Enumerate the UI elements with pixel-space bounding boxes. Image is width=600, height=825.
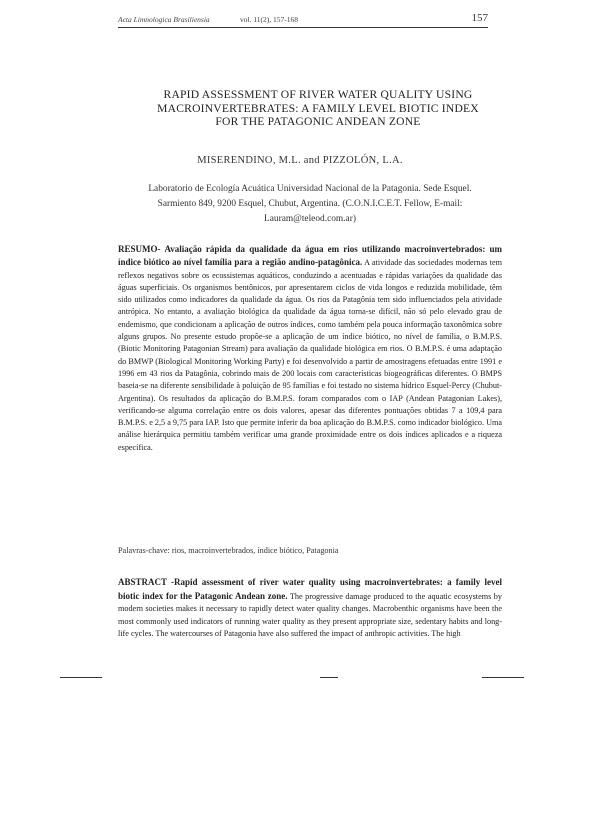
abstract-title: -Rapid assessment of river water quality using macroinvertebrates: a family level biotic index for the Patagonic Andean zone. [118,577,502,601]
keywords: Palavras-chave: rios, macroinvertebrados, índice biótico, Patagonia [118,546,339,555]
running-header [118,12,488,32]
title-line: FOR THE PATAGONIC ANDEAN ZONE [215,115,421,128]
article-title [128,88,508,129]
affiliation [118,182,502,227]
abstract-text: The progressive damage produced to the aquatic ecosystems by modern societies makes it necessary to rapidly detect water quality changes. Macrobenthic organisms have been the most commonly used indicators of running water quality as they present appropriate size, sedentary habits and long-life cycles. The watercourses of Patagonia have also suffered the impact of anthropic activities. The high [118,591,502,638]
resumo-section [118,243,502,454]
footer-rule [482,677,524,678]
title-line: MACROINVERTEBRATES: A FAMILY LEVEL BIOTIC INDEX [157,101,479,115]
resumo-title: Avaliação rápida da qualidade da água em rios utilizando macroinvertebrados: um índice biótico ao nível família para a região andino-patagônica. [118,244,502,268]
footer-rule [60,677,102,678]
affiliation-email: Lauram@teleod.com.ar) [264,214,356,224]
affiliation-line: Sarmiento 849, 9200 Esquel, Chubut, Argentina. (C.O.N.I.C.E.T. Fellow, E-mail: [157,199,463,209]
abstract-section [118,576,502,641]
page-number: 157 [471,12,488,24]
resumo-label: RESUMO- [118,244,161,254]
footer-rule [320,677,338,678]
title-line: RAPID ASSESSMENT OF RIVER WATER QUALITY USING [163,88,473,101]
affiliation-line: Laboratorio de Ecología Acuática Universidad Nacional de la Patagonia. Sede Esquel. [148,184,472,194]
abstract-label: ABSTRACT [118,577,168,587]
volume-info: vol. 11(2), 157-168 [240,15,299,24]
resumo-text: A atividade das sociedades modernas tem reflexos negativos sobre os ecossistemas aquáticos, conduzindo a acentuadas e rápidas variações da qualidade das águas superficiais. Os organismos bentônicos, por apresentarem ciclos de vida longos e reduzida mobilidade, têm sido utilizados como indicadores da qualidade da água. Os rios da Patagônia tem sido influenciados pela atividade antrópica. No entanto, a avaliação biológica da qualidade da água torna-se difícil, não só pelo elevado grau de endemismo, que condicionam a aplicação de outros índices, como também pela pouca informação taxonômica sobre alguns grupos. No presente estudo propõe-se a aplicação de um índice biótico, no nível de família, o B.M.P.S. (Biotic Monitoring Patagonian Stream) para avaliação da qualidade biológica em rios. O B.M.P.S. é uma adaptação do BMWP (Biological Monitoring Working Party) e foi desenvolvido a partir de amostragens efetuadas entre 1991 e 1996 em 43 rios da Patagônia, cobrindo mais de 200 locais com características biogeográficas diferentes. O BMPS baseia-se na diferente sensibilidade à poluição de 95 famílias e foi testado no sistema hídrico Esquel-Percy (Chubut- Argentina). Os resultados da aplicação do B.M.P.S. foram comparados com o IAP (Andean Patagonian Lakes), verificando-se alguma correlação entre os dois valores, apesar das diferentes pontuações obtidas 7 a 109,4 para B.M.P.S. e 2,5 a 9,75 para IAP. Isto que permite inferir da boa aplicação do B.M.P.S. como indicador biológico. Uma análise hierárquica permitiu também verificar uma grande proximidade entre os dois índices aplicados e a riqueza específica. [118,258,502,452]
authors: MISERENDINO, M.L. and PIZZOLÓN, L.A. [197,155,403,166]
header-rule [118,27,488,28]
journal-name: Acta Limnologica Brasiliensia [118,15,210,24]
